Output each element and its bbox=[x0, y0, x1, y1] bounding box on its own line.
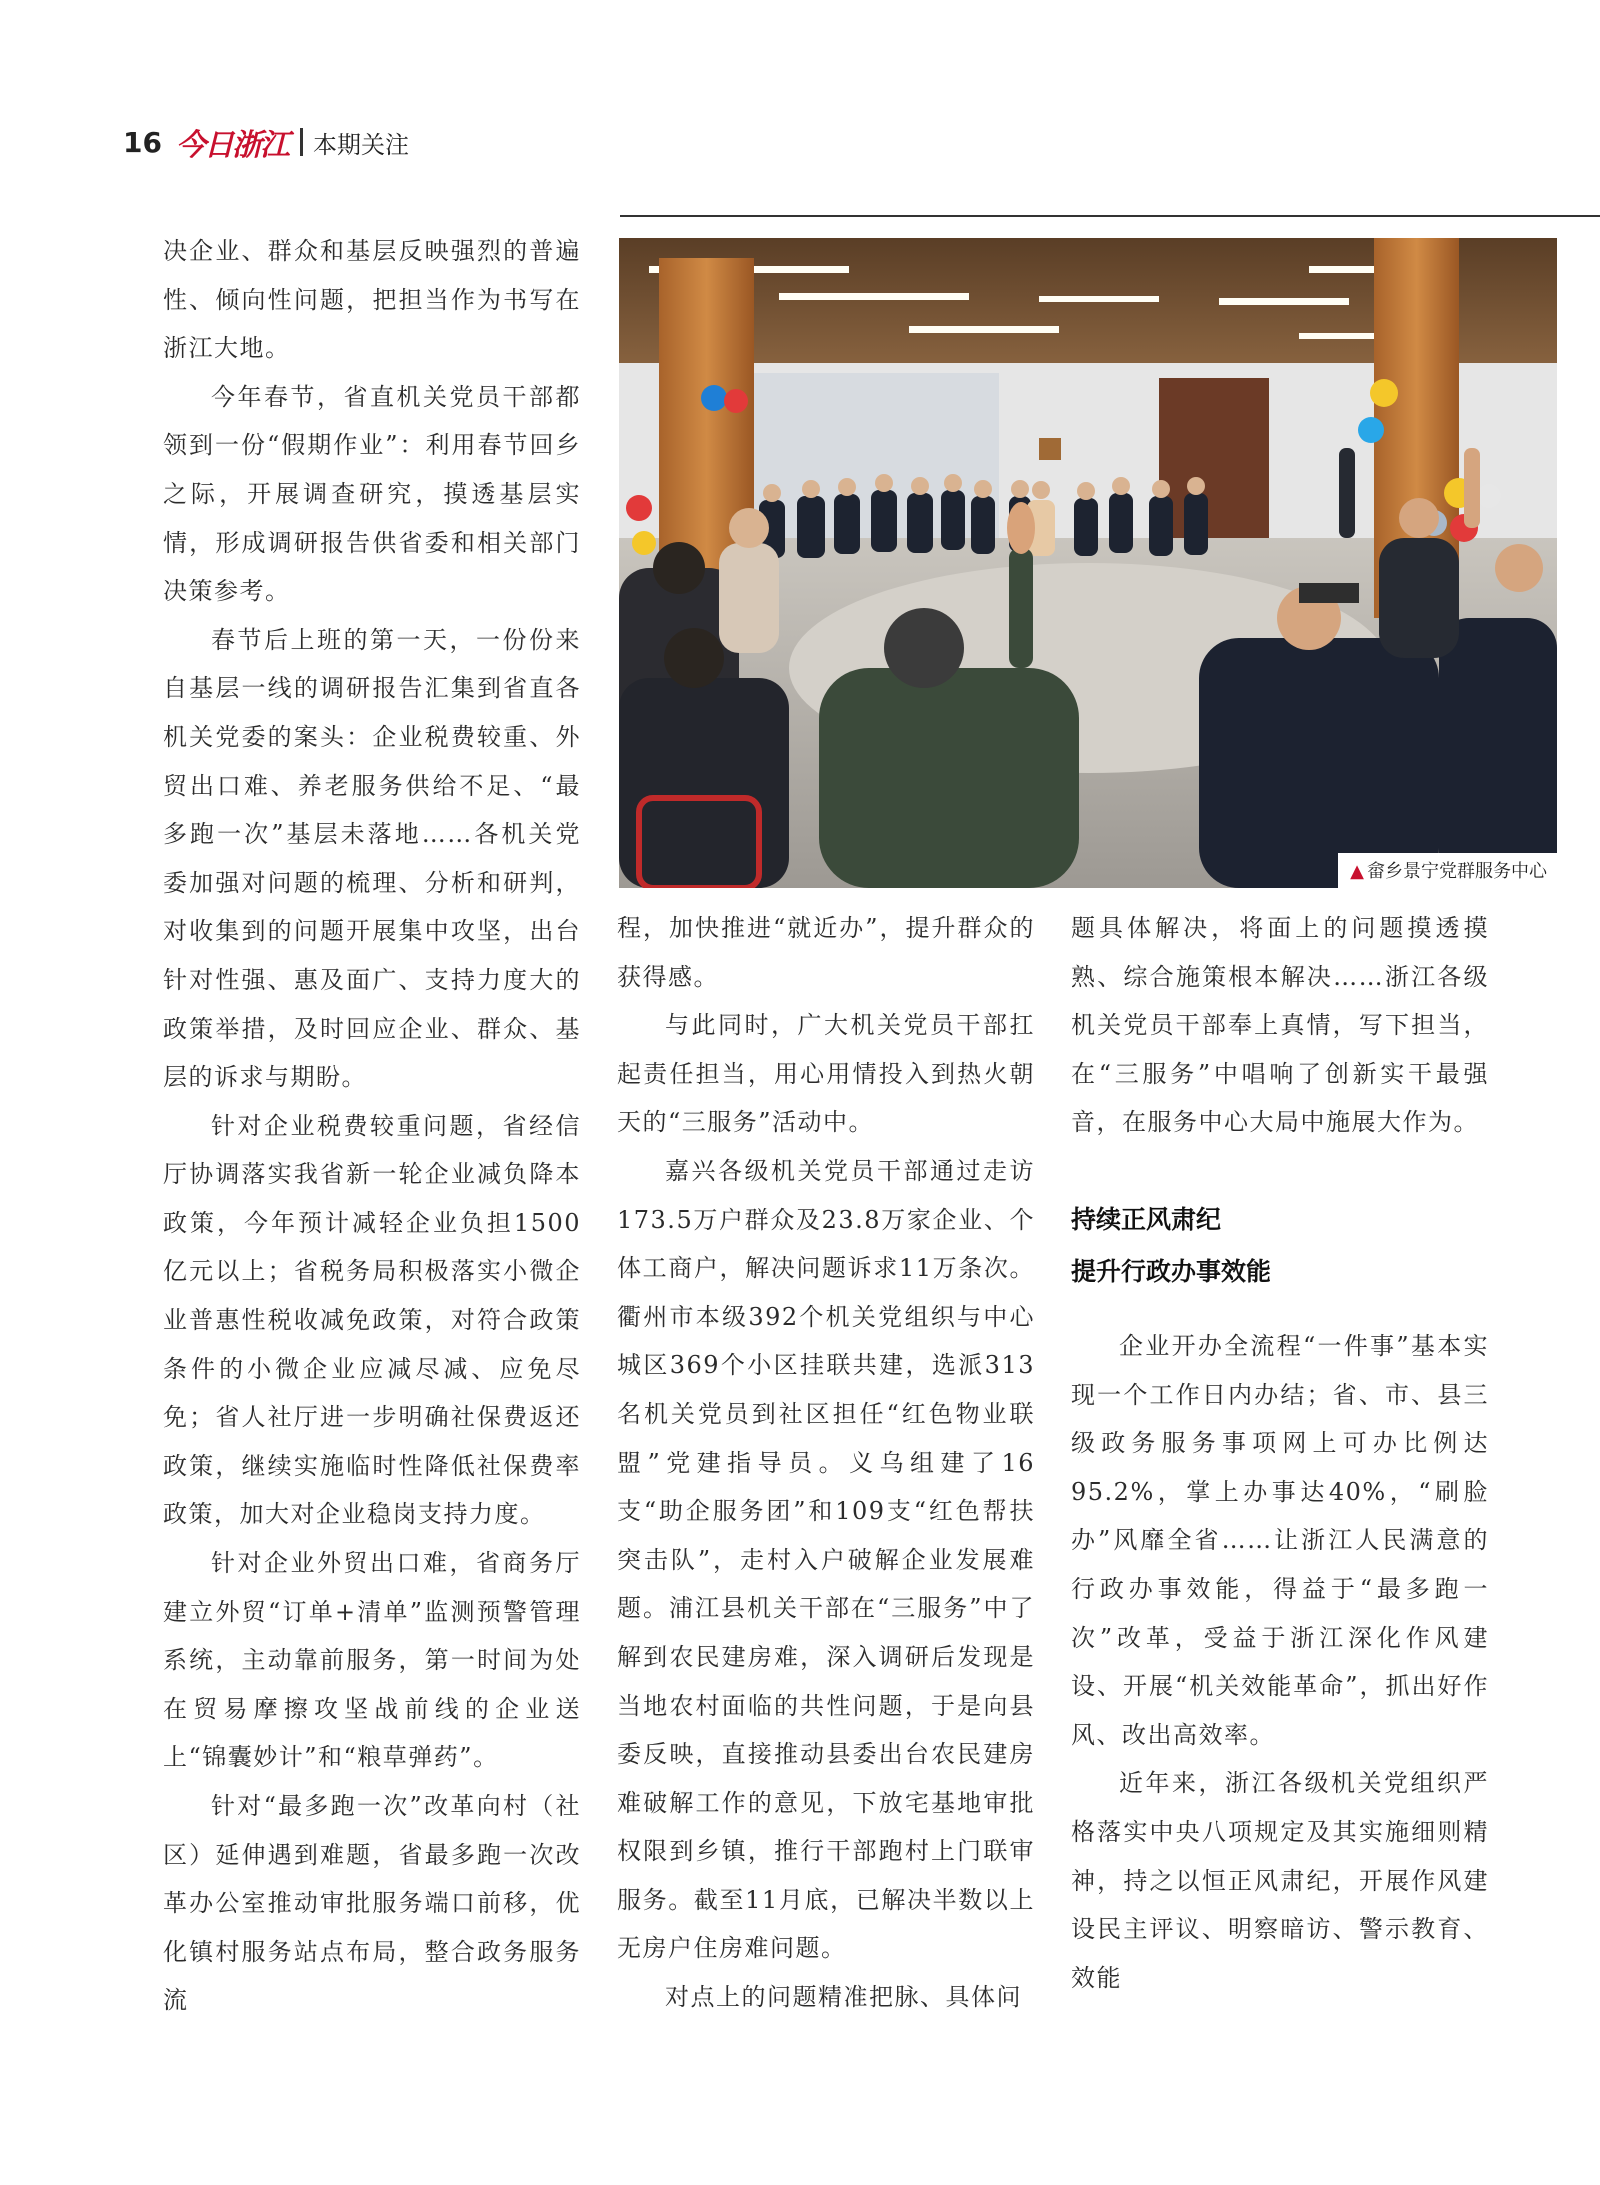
event-photo bbox=[619, 238, 1557, 888]
paragraph: 春节后上班的第一天，一份份来自基层一线的调研报告汇集到省直各机关党委的案头：企业税费较重、外贸出口难、养老服务供给不足、“最多跑一次”基层未落地……各机关党委加强对问题的梳理、分析和研判，对收集到的问题开展集中攻坚，出台针对性强、惠及面广、支持力度大的政策举措，及时回应企业、群众、基层的诉求与期盼。 bbox=[163, 625, 581, 1092]
paragraph: 近年来，浙江各级机关党组织严格落实中央八项规定及其实施细则精神，持之以恒正风肃纪，开展作风建设民主评议、明察暗访、警示教育、效能 bbox=[1071, 1769, 1489, 1992]
page-number: 16 bbox=[123, 125, 162, 159]
paragraph: 今年春节，省直机关党员干部都领到一份“假期作业”：利用春节回乡之际，开展调查研究，摸透基层实情，形成调研报告供省委和相关部门决策参考。 bbox=[163, 382, 581, 606]
column-3-top bbox=[1071, 904, 1489, 1147]
page-header bbox=[123, 122, 409, 162]
caption-triangle-icon: ▲ bbox=[1350, 861, 1364, 882]
magazine-logo: 今日浙江 bbox=[175, 128, 288, 163]
column-1 bbox=[163, 227, 581, 2025]
section-title: 本期关注 bbox=[312, 130, 409, 159]
subheading-line-1: 持续正风肃纪 bbox=[1071, 1205, 1222, 1234]
photo-caption bbox=[1338, 853, 1557, 888]
column-2 bbox=[617, 904, 1035, 2022]
paragraph: 决企业、群众和基层反映强烈的普遍性、倾向性问题，把担当作为书写在浙江大地。 bbox=[163, 237, 581, 363]
paragraph: 题具体解决，将面上的问题摸透摸熟、综合施策根本解决……浙江各级机关党员干部奉上真情，写下担当，在“三服务”中唱响了创新实干最强音，在服务中心大局中施展大作为。 bbox=[1071, 914, 1489, 1137]
top-rule bbox=[620, 215, 1600, 217]
column-3-bottom bbox=[1071, 1322, 1489, 2002]
paragraph: 针对企业外贸出口难，省商务厅建立外贸“订单+清单”监测预警管理系统，主动靠前服务，第一时间为处在贸易摩擦攻坚战前线的企业送上“锦囊妙计”和“粮草弹药”。 bbox=[163, 1549, 581, 1772]
paragraph: 程，加快推进“就近办”，提升群众的获得感。 bbox=[617, 914, 1035, 991]
paragraph: 针对“最多跑一次”改革向村（社区）延伸遇到难题，省最多跑一次改革办公室推动审批服务端口前移，优化镇村服务站点布局，整合政务服务流 bbox=[163, 1792, 581, 2015]
paragraph: 对点上的问题精准把脉、具体问 bbox=[665, 1983, 1022, 2012]
paragraph: 企业开办全流程“一件事”基本实现一个工作日内办结；省、市、县三级政务服务事项网上可办比例达95.2%，掌上办事达40%，“刷脸办”风靡全省……让浙江人民满意的行政办事效能，得益于“最多跑一次”改革，受益于浙江深化作风建设、开展“机关效能革命”，抓出好作风、改出高效率。 bbox=[1071, 1332, 1489, 1749]
caption-text: 畲乡景宁党群服务中心 bbox=[1367, 861, 1547, 882]
paragraph: 与此同时，广大机关党员干部扛起责任担当，用心用情投入到热火朝天的“三服务”活动中。 bbox=[617, 1011, 1035, 1137]
paragraph: 嘉兴各级机关党员干部通过走访173.5万户群众及23.8万家企业、个体工商户，解决问题诉求11万条次。衢州市本级392个机关党组织与中心城区369个小区挂联共建，选派313名机关党员到社区担任“红色物业联盟”党建指导员。义乌组建了16支“助企服务团”和109支“红色帮扶突击队”，走村入户破解企业发展难题。浦江县机关干部在“三服务”中了解到农民建房难，深入调研后发现是当地农村面临的共性问题，于是向县委反映，直接推动县委出台农民建房难破解工作的意见，下放宅基地审批权限到乡镇，推行干部跑村上门联审服务。截至11月底，已解决半数以上无房户住房难问题。 bbox=[617, 1156, 1035, 1963]
paragraph: 针对企业税费较重问题，省经信厅协调落实我省新一轮企业减负降本政策，今年预计减轻企业负担1500亿元以上；省税务局积极落实小微企业普惠性税收减免政策，对符合政策条件的小微企业应减尽减、应免尽免；省人社厅进一步明确社保费返还政策，继续实施临时性降低社保费率政策，加大对企业稳岗支持力度。 bbox=[163, 1111, 581, 1529]
header-divider bbox=[300, 128, 303, 156]
subheading-line-2: 提升行政办事效能 bbox=[1071, 1257, 1272, 1286]
